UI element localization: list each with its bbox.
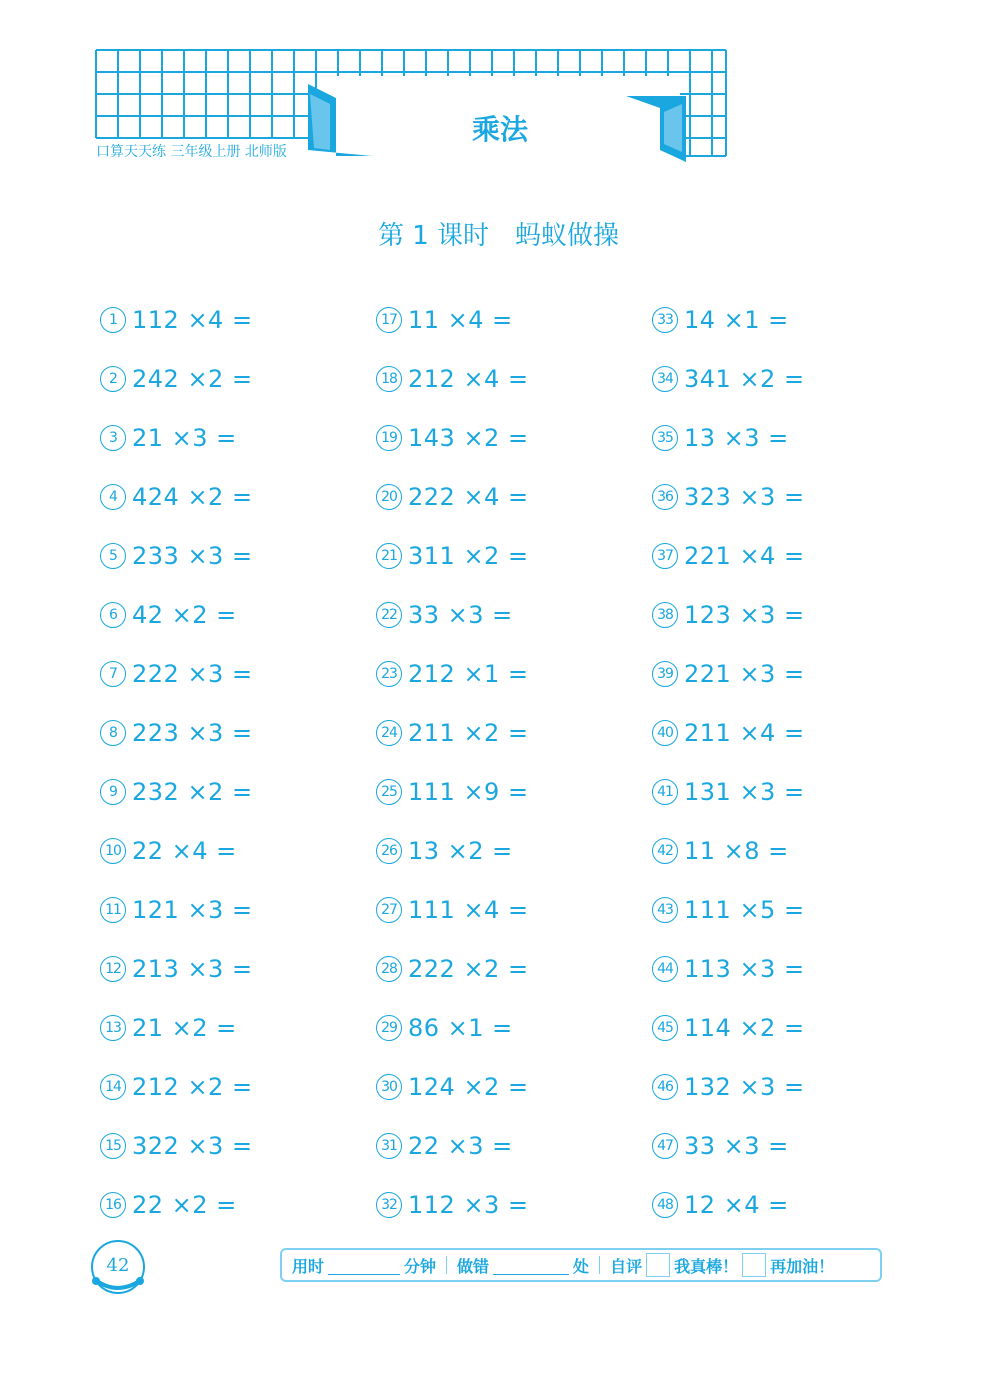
problem-number: 3 [100,425,126,451]
problem-number: 46 [652,1074,678,1100]
problem-expression: 11 ×8 = [684,836,789,865]
divider [446,1256,447,1274]
self-assessment-bar [280,1248,882,1282]
problem-item [100,880,253,939]
problem-expression: 311 ×2 = [408,541,529,570]
problem-column [652,290,805,1234]
problem-number: 47 [652,1133,678,1159]
problem-item [652,585,805,644]
problem-item [100,290,253,349]
problem-number: 28 [376,956,402,982]
problem-number: 21 [376,543,402,569]
problem-number: 30 [376,1074,402,1100]
problem-expression: 143 ×2 = [408,423,529,452]
problem-expression: 222 ×4 = [408,482,529,511]
problem-expression: 131 ×3 = [684,777,805,806]
great-checkbox[interactable] [646,1253,670,1277]
problem-number: 19 [376,425,402,451]
problem-item [376,821,529,880]
problem-item [100,526,253,585]
self-eval-label: 自评 [610,1256,643,1276]
problem-number: 33 [652,307,678,333]
problem-item [652,939,805,998]
problem-expression: 232 ×2 = [132,777,253,806]
problem-number: 38 [652,602,678,628]
problem-number: 35 [652,425,678,451]
problem-expression: 322 ×3 = [132,1131,253,1160]
problem-number: 44 [652,956,678,982]
chapter-title: 乘法 [471,113,528,146]
problem-column [100,290,253,1234]
problem-item [100,998,253,1057]
errors-unit: 处 [573,1256,590,1276]
problem-item [652,880,805,939]
problem-number: 13 [100,1015,126,1041]
problem-number: 14 [100,1074,126,1100]
series-title: 口算天天练 三年级上册 北师版 [96,144,287,160]
problem-expression: 113 ×3 = [684,954,805,983]
problem-number: 16 [100,1192,126,1218]
problem-item [376,408,529,467]
problem-expression: 22 ×3 = [408,1131,513,1160]
problem-number: 40 [652,720,678,746]
problem-expression: 323 ×3 = [684,482,805,511]
problem-number: 1 [100,307,126,333]
problem-column [376,290,529,1234]
problem-item [100,467,253,526]
problem-expression: 13 ×2 = [408,836,513,865]
problem-expression: 33 ×3 = [684,1131,789,1160]
problem-expression: 212 ×4 = [408,364,529,393]
problem-item [376,880,529,939]
problem-expression: 111 ×5 = [684,895,805,924]
keep-going-checkbox[interactable] [742,1253,766,1277]
problem-item [652,762,805,821]
time-label: 用时 [292,1256,325,1276]
problem-number: 39 [652,661,678,687]
problem-expression: 211 ×4 = [684,718,805,747]
problem-expression: 124 ×2 = [408,1072,529,1101]
problem-number: 8 [100,720,126,746]
problem-number: 31 [376,1133,402,1159]
problem-item [376,1175,529,1234]
problem-number: 12 [100,956,126,982]
problem-number: 34 [652,366,678,392]
problem-expression: 21 ×2 = [132,1013,237,1042]
problem-expression: 212 ×2 = [132,1072,253,1101]
problem-number: 10 [100,838,126,864]
problem-expression: 22 ×2 = [132,1190,237,1219]
problem-item [652,644,805,703]
problem-expression: 222 ×2 = [408,954,529,983]
problem-number: 32 [376,1192,402,1218]
problem-number: 23 [376,661,402,687]
problem-item [100,408,253,467]
problem-number: 15 [100,1133,126,1159]
problem-item [376,939,529,998]
problem-expression: 42 ×2 = [132,600,237,629]
problem-expression: 13 ×3 = [684,423,789,452]
problem-expression: 123 ×3 = [684,600,805,629]
problem-item [100,1057,253,1116]
problem-expression: 222 ×3 = [132,659,253,688]
problem-item [652,408,805,467]
errors-label: 做错 [457,1256,490,1276]
problem-number: 36 [652,484,678,510]
problem-expression: 22 ×4 = [132,836,237,865]
problem-expression: 233 ×3 = [132,541,253,570]
problem-number: 43 [652,897,678,923]
lesson-title: 第 1 课时 蚂蚁做操 [377,221,620,251]
problem-expression: 11 ×4 = [408,305,513,334]
problem-expression: 12 ×4 = [684,1190,789,1219]
keep-going-label: 再加油！ [770,1256,835,1276]
problem-expression: 121 ×3 = [132,895,253,924]
problem-item [100,762,253,821]
problem-item [652,1116,805,1175]
problem-item [376,1057,529,1116]
problem-expression: 424 ×2 = [132,482,253,511]
problem-number: 41 [652,779,678,805]
problem-number: 18 [376,366,402,392]
problem-expression: 112 ×4 = [132,305,253,334]
problem-item [376,1116,529,1175]
problem-expression: 111 ×9 = [408,777,529,806]
problem-item [100,349,253,408]
problem-expression: 21 ×3 = [132,423,237,452]
page-number: 42 [106,1255,130,1276]
problem-number: 4 [100,484,126,510]
problem-number: 26 [376,838,402,864]
problem-item [652,703,805,762]
problem-item [652,290,805,349]
problem-expression: 14 ×1 = [684,305,789,334]
problem-item [376,762,529,821]
problem-expression: 223 ×3 = [132,718,253,747]
problem-number: 48 [652,1192,678,1218]
problem-number: 29 [376,1015,402,1041]
errors-blank[interactable] [493,1256,569,1275]
problem-expression: 213 ×3 = [132,954,253,983]
problem-expression: 86 ×1 = [408,1013,513,1042]
great-label: 我真棒！ [674,1256,739,1276]
problem-expression: 112 ×3 = [408,1190,529,1219]
problem-item [652,821,805,880]
problem-item [100,821,253,880]
divider [599,1256,600,1274]
problem-item [100,644,253,703]
problem-number: 24 [376,720,402,746]
problem-number: 5 [100,543,126,569]
problem-item [100,703,253,762]
problem-number: 2 [100,366,126,392]
problem-item [376,467,529,526]
problem-item [376,644,529,703]
problem-expression: 212 ×1 = [408,659,529,688]
problem-expression: 114 ×2 = [684,1013,805,1042]
problem-number: 37 [652,543,678,569]
problem-number: 20 [376,484,402,510]
problem-item [100,585,253,644]
problem-item [376,290,529,349]
problem-item [376,526,529,585]
problem-number: 9 [100,779,126,805]
problem-number: 11 [100,897,126,923]
problem-item [376,998,529,1057]
minutes-label: 分钟 [404,1256,437,1276]
problem-number: 17 [376,307,402,333]
problem-expression: 221 ×3 = [684,659,805,688]
problem-expression: 33 ×3 = [408,600,513,629]
problem-number: 45 [652,1015,678,1041]
problem-expression: 221 ×4 = [684,541,805,570]
problem-expression: 211 ×2 = [408,718,529,747]
problem-item [376,585,529,644]
problem-number: 22 [376,602,402,628]
problem-item [376,703,529,762]
problem-item [652,998,805,1057]
problem-expression: 132 ×3 = [684,1072,805,1101]
problem-expression: 242 ×2 = [132,364,253,393]
problem-expression: 111 ×4 = [408,895,529,924]
problem-expression: 341 ×2 = [684,364,805,393]
problem-item [652,526,805,585]
problem-item [100,1116,253,1175]
time-blank[interactable] [328,1256,400,1275]
problem-number: 25 [376,779,402,805]
problem-item [100,939,253,998]
problem-number: 42 [652,838,678,864]
problem-item [100,1175,253,1234]
problem-item [376,349,529,408]
problem-number: 7 [100,661,126,687]
problem-item [652,1057,805,1116]
problem-item [652,467,805,526]
problem-item [652,349,805,408]
problem-number: 27 [376,897,402,923]
problem-number: 6 [100,602,126,628]
problem-item [652,1175,805,1234]
